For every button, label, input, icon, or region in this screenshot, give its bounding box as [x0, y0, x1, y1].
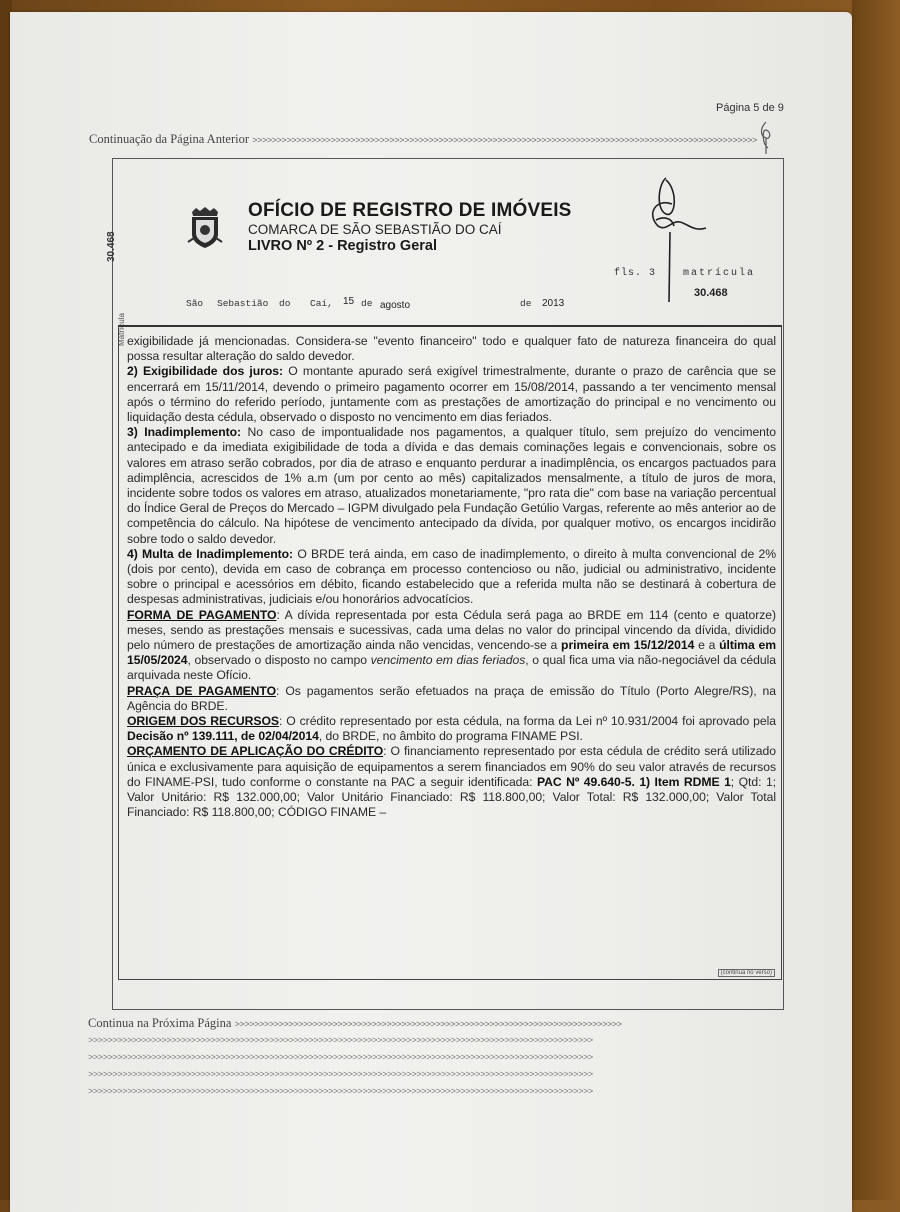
- paragraph-exigibilidade-juros: [127, 364, 776, 425]
- continuation-next-label: Continua na Próxima Página: [88, 1016, 232, 1030]
- heading-inadimplemento: 3) Inadimplemento:: [127, 425, 242, 440]
- arrow-fill: >>>>>>>>>>>>>>>>>>>>>>>>>>>>>>>>>>>>>>>>>>>>>>>>>>>>>>>>>>>>>>>>>>>>>>>>>>>>>>>>>>>>>>>>>>>>>>>>>>>>>>>: [252, 136, 757, 146]
- paragraph-orcamento: [127, 744, 776, 820]
- date-de-2: de: [520, 298, 532, 309]
- arrow-fill-line: >>>>>>>>>>>>>>>>>>>>>>>>>>>>>>>>>>>>>>>>>>>>>>>>>>>>>>>>>>>>>>>>>>>>>>>>>>>>>>>>>>>>>>>>>>>>>>>>>>>>>>>: [88, 1070, 593, 1080]
- heading-orcamento: ORÇAMENTO DE APLICAÇÃO DO CRÉDITO: [127, 744, 384, 759]
- text-origem-b: , do BRDE, no âmbito do programa FINAME PSI.: [318, 729, 583, 744]
- heading-multa: 4) Multa de Inadimplemento:: [127, 546, 294, 561]
- matricula-number: 30.468: [694, 287, 728, 299]
- heading-origem-recursos: ORIGEM DOS RECURSOS: [127, 714, 279, 729]
- heading-exigibilidade-juros: 2) Exigibilidade dos juros:: [127, 364, 283, 379]
- paragraph-praca-pagamento: [127, 684, 776, 714]
- paragraph-evento-financeiro: exigibilidade já mencionadas. Considera-se "evento financeiro" todo e qualquer fato de natureza financeira do qual possa resultar alteração do saldo devedor.: [127, 334, 776, 364]
- coat-of-arms-icon: [186, 206, 224, 250]
- continuation-previous-label: Continuação da Página Anterior: [89, 132, 250, 146]
- paragraph-origem-recursos: [127, 714, 776, 744]
- text-forma-b: e a: [694, 638, 720, 653]
- registry-subtitle: COMARCA DE SÃO SEBASTIÃO DO CAÍ: [248, 222, 502, 237]
- date-month: agosto: [380, 300, 411, 311]
- heading-forma-pagamento: FORMA DE PAGAMENTO: [127, 607, 277, 622]
- folio-label: fls. 3: [614, 268, 657, 279]
- continuation-next: [88, 1016, 794, 1031]
- side-matricula-number: 30.468: [106, 231, 117, 262]
- text-inadimplemento: No caso de impontualidade nos pagamentos, a qualquer título, sem prejuízo do vencimento antecipado e da imediata exigibilidade de toda a dívida e das demais cominações legais e convencionais, sobre os valores em atraso serão cobrados, por dia de atraso e enquanto perdurar a inadimplência, os encargos pactuados para adimplência, acrescidos de 1% a.m (um por cento ao mês) capitalizados mensalmente, a título de juros de mora, incidente sobre todos os valores em atraso, atualizados monetariamente, "pro rata die" com base na variação percentual do Índice Geral de Preços do Mercado – IGPM divulgado pela Fundação Getúlio Vargas, referente ao mês anterior ao de competência do cálculo. Na hipótese de vencimento antecipado da dívida, por qualquer motivo, os encargos incidirão sobre todo o saldo devedor.: [127, 425, 776, 546]
- registry-body: [127, 334, 776, 821]
- paragraph-forma-pagamento: [127, 608, 776, 684]
- heading-praca-pagamento: PRAÇA DE PAGAMENTO: [127, 683, 277, 698]
- date-day: 15: [343, 296, 355, 307]
- place-word-4: Caí,: [310, 298, 333, 309]
- continuation-previous: [89, 132, 789, 147]
- text-decisao: Decisão nº 139.111, de 02/04/2014: [127, 729, 319, 744]
- text-ultima-parcela: última em 15/05/2024: [127, 638, 776, 668]
- paragraph-multa: [127, 547, 776, 608]
- text-multa: O BRDE terá ainda, em caso de inadimplemento, o direito à multa convencional de 2% (dois por cento), devida em caso de cobrança em processo contencioso ou não, judicial ou administrativo, incidente sobre o principal e acessórios em débito, ficando estabelecido que a referida multa não se destinará à cobertura de despesas administrativas, judiciais e/ou honorários advocatícios.: [127, 546, 776, 607]
- text-forma-a: : A dívida representada por esta Cédula será paga ao BRDE em 114 (cento e quatorze) meses, sendo as prestações mensais e sucessivas, cada uma delas no valor do principal vincendo da dívida, dividido pelo número de prestações de amortização ainda não vencidas, vencendo-se a: [127, 607, 777, 653]
- text-orcamento-a: : O financiamento representado por esta cédula de crédito será utilizado única e exclusivamente para aquisição de equipamentos a serem financiados em 90% do seu valor através de recursos do FINAME-PSI, tudo conforme o constante na PAC a seguir identificada:: [127, 744, 776, 789]
- text-praca: : Os pagamentos serão efetuados na praça de emissão do Título (Porto Alegre/RS), na Agência do BRDE.: [127, 683, 777, 713]
- arrow-fill-line: >>>>>>>>>>>>>>>>>>>>>>>>>>>>>>>>>>>>>>>>>>>>>>>>>>>>>>>>>>>>>>>>>>>>>>>>>>>>>>>>>>>>>>>>>>>>>>>>>>>>>>>: [88, 1036, 593, 1046]
- place-word-1: São: [186, 298, 204, 309]
- text-orcamento-b: ; Qtd: 1; Valor Unitário: R$ 132.000,00; Valor Unitário Financiado: R$ 118.800,00; Valor Total: R$ 132.000,00; Valor Total Financiado: R$ 118.800,00; CÓDIGO FINAME –: [127, 774, 777, 820]
- matricula-label: matrícula: [683, 268, 756, 279]
- registry-text-box: [118, 325, 782, 980]
- side-matricula-label: Matrícula: [117, 313, 126, 346]
- arrow-fill: >>>>>>>>>>>>>>>>>>>>>>>>>>>>>>>>>>>>>>>>>>>>>>>>>>>>>>>>>>>>>>>>>>>>>>>>>>>>>>>: [234, 1020, 622, 1030]
- text-origem-a: : O crédito representado por esta cédula, na forma da Lei nº 10.931/2004 foi aprovado pela: [278, 714, 776, 729]
- text-forma-c: , observado o disposto no campo: [187, 653, 371, 668]
- table-surface-right: [852, 0, 900, 1200]
- paragraph-inadimplemento: [127, 425, 776, 547]
- arrow-fill-line: >>>>>>>>>>>>>>>>>>>>>>>>>>>>>>>>>>>>>>>>>>>>>>>>>>>>>>>>>>>>>>>>>>>>>>>>>>>>>>>>>>>>>>>>>>>>>>>>>>>>>>>: [88, 1087, 593, 1097]
- date-year: 2013: [542, 298, 565, 309]
- text-forma-d: , o qual fica uma via não-negociável da cédula arquivada neste Ofício.: [127, 653, 777, 683]
- text-forma-italic: vencimento em dias feriados: [370, 653, 526, 668]
- text-primeira-parcela: primeira em 15/12/2014: [561, 638, 695, 653]
- place-word-2: Sebastião: [217, 298, 269, 309]
- text-exigibilidade-juros: O montante apurado será exigível trimestralmente, durante o prazo de carência que se encerrará em 15/11/2014, devendo o primeiro pagamento ocorrer em 15/08/2014, passando a ter vencimento mensal após o término do referido período, juntamente com as prestações de amortização do principal e no vencimento ou liquidação desta cédula, observado o disposto no vencimento em dias feriados.: [127, 364, 777, 425]
- text-pac: PAC Nº 49.640-5. 1) Item RDME 1: [536, 774, 731, 789]
- registry-book: LIVRO Nº 2 - Registro Geral: [248, 238, 438, 254]
- date-de-1: de: [361, 298, 373, 309]
- registry-title: OFÍCIO DE REGISTRO DE IMÓVEIS: [248, 200, 572, 221]
- continua-verso-note: (continua no verso): [718, 969, 775, 977]
- page-indicator: Página 5 de 9: [716, 102, 784, 114]
- handwritten-initials-icon: [754, 120, 778, 156]
- place-word-3: do: [279, 298, 291, 309]
- arrow-fill-line: >>>>>>>>>>>>>>>>>>>>>>>>>>>>>>>>>>>>>>>>>>>>>>>>>>>>>>>>>>>>>>>>>>>>>>>>>>>>>>>>>>>>>>>>>>>>>>>>>>>>>>>: [88, 1053, 593, 1063]
